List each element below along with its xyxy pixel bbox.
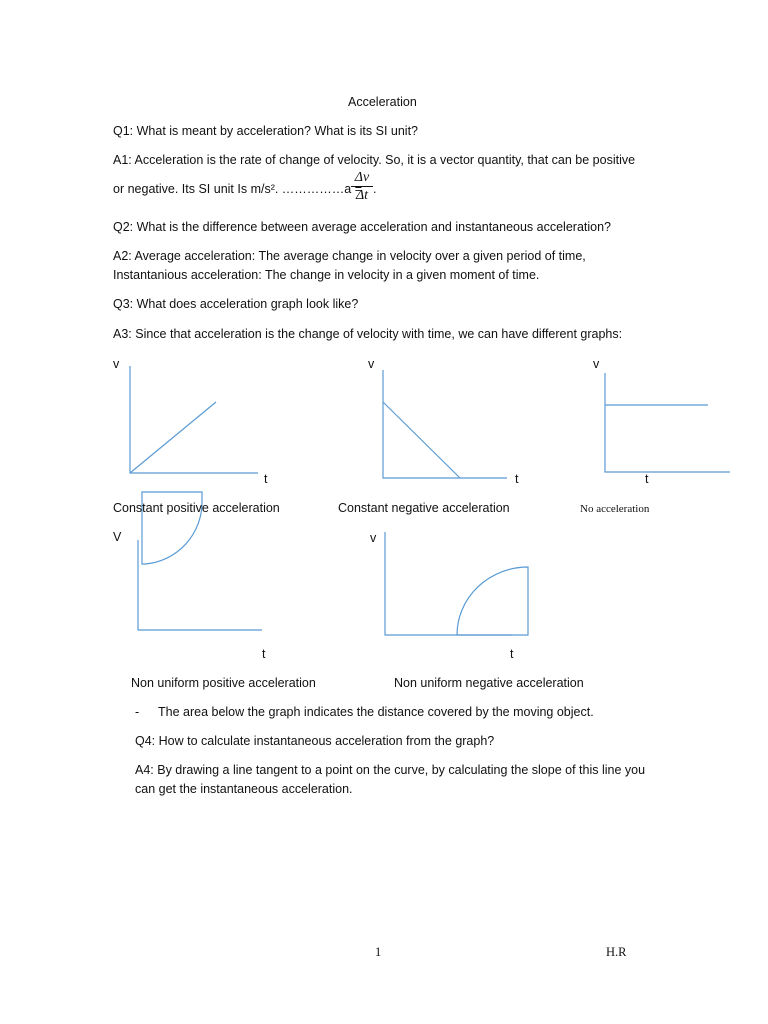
question-3: Q3: What does acceleration graph look like?: [113, 297, 359, 311]
graph-3-caption: No acceleration: [580, 503, 650, 515]
formula-denominator: Δt: [355, 188, 369, 203]
graph-3-y-label: v: [593, 357, 600, 371]
graph-5-x-label: t: [510, 647, 514, 661]
formula-numerator: Δv: [351, 170, 373, 187]
graph-2-caption: Constant negative acceleration: [338, 501, 510, 515]
graph-1-y-label: v: [113, 357, 120, 371]
answer-3: A3: Since that acceleration is the change of velocity with time, we can have different graphs:: [113, 327, 623, 341]
answer-4-line-1: A4: By drawing a line tangent to a point on the curve, by calculating the slope of this line you: [135, 763, 646, 777]
graph-5-y-label: v: [370, 531, 377, 545]
question-2: Q2: What is the difference between average acceleration and instantaneous acceleration?: [113, 220, 612, 234]
answer-1-line-1: A1: Acceleration is the rate of change of velocity. So, it is a vector quantity, that can be positive: [113, 153, 636, 167]
page-title: Acceleration: [348, 95, 417, 109]
graph-2-y-label: v: [368, 357, 375, 371]
graph-nonuniform-negative: [385, 532, 528, 635]
page-number: 1: [375, 945, 382, 959]
formula-period: .: [373, 182, 377, 196]
graph-1-x-label: t: [264, 472, 268, 486]
graph-4-x-label: t: [262, 647, 266, 661]
graph-constant-positive: [130, 366, 258, 473]
graph-3-axes: [605, 373, 730, 472]
answer-2-line-2: Instantanious acceleration: The change in velocity in a given moment of time.: [113, 268, 540, 282]
graph-2-x-label: t: [515, 472, 519, 486]
graph-4-axes: [138, 540, 262, 630]
graph-3-x-label: t: [645, 472, 649, 486]
answer-4-line-2: can get the instantaneous acceleration.: [135, 782, 353, 796]
footer-initials: H.R: [606, 945, 627, 959]
answer-1-line-2: or negative. Its SI unit Is m/s². ……………a =: [113, 182, 363, 196]
graph-1-caption: Constant positive acceleration: [113, 501, 280, 515]
answer-2-line-1: A2: Average acceleration: The average change in velocity over a given period of time,: [113, 249, 586, 263]
bullet-text: The area below the graph indicates the distance covered by the moving object.: [158, 705, 594, 719]
graph-4-caption: Non uniform positive acceleration: [131, 676, 316, 690]
graph-5-axes: [385, 532, 512, 635]
graph-5-caption: Non uniform negative acceleration: [394, 676, 584, 690]
graph-1-line: [130, 402, 216, 473]
graph-2-axes: [383, 370, 507, 478]
graph-2-line: [383, 402, 460, 478]
graph-5-curve: [457, 567, 528, 635]
graph-no-acceleration: [605, 373, 730, 472]
question-1: Q1: What is meant by acceleration? What is its SI unit?: [113, 124, 418, 138]
graph-4-y-label: V: [113, 530, 122, 544]
bullet-dash: -: [135, 705, 140, 719]
question-4: Q4: How to calculate instantaneous acceleration from the graph?: [135, 734, 495, 748]
graph-constant-negative: [383, 370, 507, 478]
